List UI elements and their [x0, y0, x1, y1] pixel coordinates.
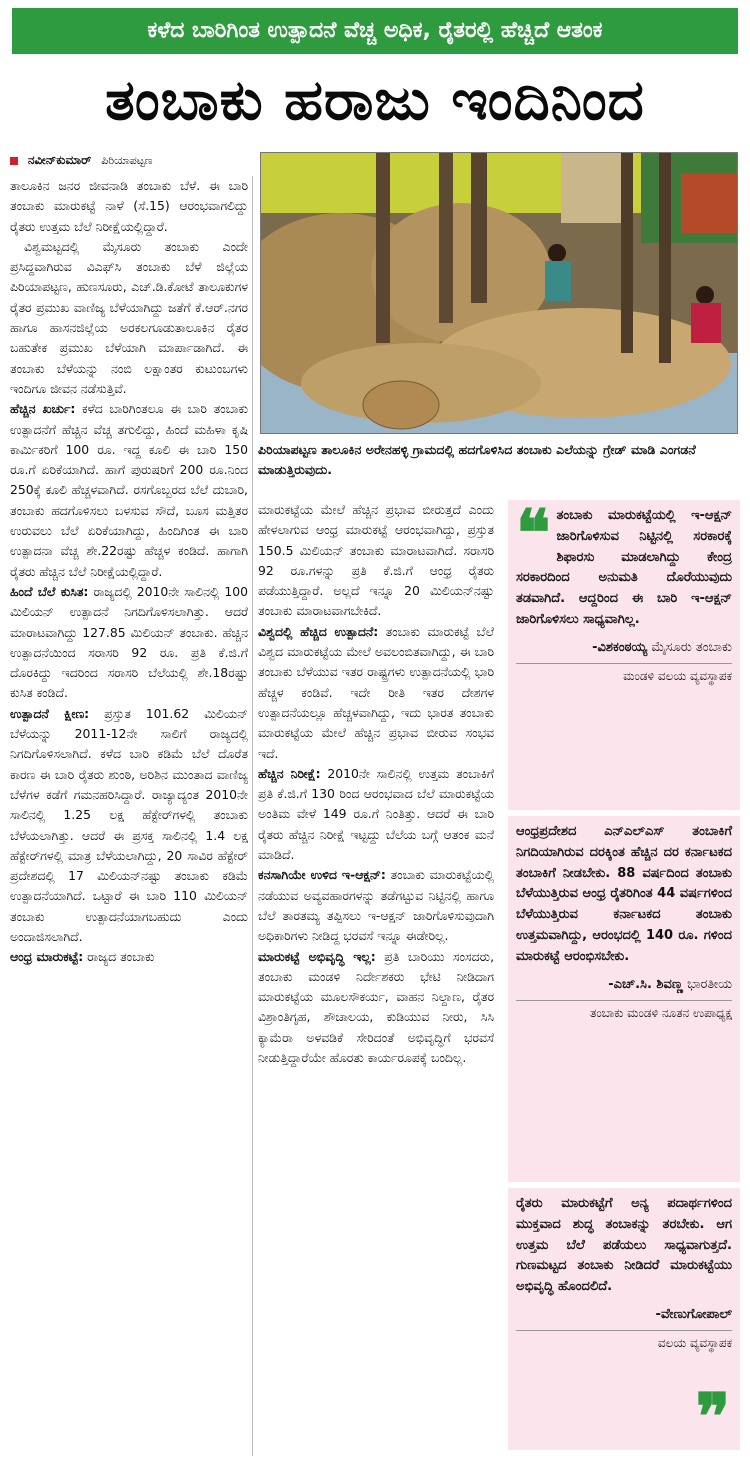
paragraph-text: ತಾಲೂಕಿನ ಜನರ ಜೀವನಾಡಿ ತಂಬಾಕು ಬೆಳೆ. ಈ ಬಾರಿ ತಂಬಾಕು ಮಾರುಕಟ್ಟೆ ನಾಳೆ (ಸೆ.15) ಆರಂಭವಾಗಲಿದ್ದು ರೈತರು ಉತ್ತಮ ಬೆಲೆ ನಿರೀಕ್ಷೆಯಲ್ಲಿದ್ದಾರೆ. [10, 178, 248, 234]
article-column-1 [10, 176, 248, 1456]
article-column-2 [258, 500, 494, 1456]
subheading: ಕನಸಾಗಿಯೇ ಉಳಿದ ಇ-ಆಕ್ಷನ್: [258, 867, 386, 883]
subheading: ಮಾರುಕಟ್ಟೆ ಅಭಿವೃದ್ಧಿ ಇಲ್ಲ: [258, 948, 376, 964]
article-paragraph [10, 176, 248, 237]
article-paragraph [10, 399, 248, 582]
news-photo [260, 152, 738, 434]
article-paragraph [10, 237, 248, 399]
paragraph-text: ರಾಜ್ಯದ ತಂಬಾಕು [83, 949, 155, 965]
article-paragraph [258, 764, 494, 865]
article-paragraph [10, 704, 248, 948]
article-paragraph [258, 500, 494, 622]
article-paragraph [258, 622, 494, 764]
quote-name: -ಎಚ್.ಸಿ. ಶಿವಣ್ಣ [608, 976, 683, 992]
quote-text: ತಂಬಾಕು ಮಾರುಕಟ್ಟೆಯಲ್ಲಿ ಇ-ಆಕ್ಷನ್ ಜಾರಿಗೊಳಿಸುವ ನಿಟ್ಟಿನಲ್ಲಿ ಸರಕಾರಕ್ಕೆ ಶಿಫಾರಸು ಮಾಡಲಾಗಿದ್ದು ಕೇಂದ್ರ ಸರಕಾರದಿಂದ ಅನುಮತಿ ದೊರೆಯುವುದು ತಡವಾಗಿದೆ. ಆದ್ದರಿಂದ ಈ ಬಾರಿ ಇ-ಆಕ್ಷನ್ ಜಾರಿಗೊಳಿಸಲು ಸಾಧ್ಯವಾಗಿಲ್ಲ. [516, 508, 732, 627]
quote-box-3 [508, 1188, 740, 1455]
article-paragraph [10, 947, 248, 967]
quote-attribution [516, 637, 732, 659]
photo-caption: ಪಿರಿಯಾಪಟ್ಟಣ ತಾಲೂಕಿನ ಅರೇನಹಳ್ಳಿ ಗ್ರಾಮದಲ್ಲಿ ಹದಗೊಳಿಸಿದ ತಂಬಾಕು ಎಲೆಯನ್ನು ಗ್ರೇಡ್ ಮಾಡಿ ಎಂಗಡನೆ ಮಾಡುತ್ತಿರುವುದು. [258, 442, 696, 477]
kicker-banner: ಕಳೆದ ಬಾರಿಗಿಂತ ಉತ್ಪಾದನೆ ವೆಚ್ಚ ಅಧಿಕ, ರೈತರಲ್ಲಿ ಹೆಚ್ಚಿದೆ ಆತಂಕ [12, 8, 738, 54]
quote-name-suffix: ಭಾರತೀಯ [682, 976, 732, 992]
tobacco-grading-photo [261, 153, 738, 434]
byline [10, 150, 153, 170]
paragraph-text: 2010ನೇ ಸಾಲಿನಲ್ಲಿ ಉತ್ತಮ ತಂಬಾಕಿಗೆ ಪ್ರತಿ ಕೆ.ಜಿ.ಗೆ 130 ರಿಂದ ಆರಂಭವಾದ ಬೆಲೆ ಮಾರುಕಟ್ಟೆಯ ಅಂತಿಮ ವೇಳೆ 149 ರೂ.ಗೆ ನಿಂತಿತ್ತು. ಆದರೆ ಈ ಬಾರಿ ರೈತರು ಹೆಚ್ಚಿನ ನಿರೀಕ್ಷೆ ಇಟ್ಟದ್ದು ಬೆಲೆಯ ಬಗ್ಗೆ ಆತಂಕ ಮನೆ ಮಾಡಿದೆ. [258, 765, 494, 863]
quote-box-1 [508, 496, 740, 810]
quote-box-2 [508, 816, 740, 1182]
quote-role: ತಂಬಾಕು ಮಂಡಳಿ ನೂತನ ಉಪಾಧ್ಯಕ್ಷ [516, 1000, 732, 1023]
byline-marker [10, 157, 18, 165]
subheading: ಆಂಧ್ರ ಮಾರುಕಟ್ಟೆ: [10, 949, 84, 965]
quote-attribution [516, 974, 732, 996]
subheading: ಉತ್ಪಾದನೆ ಕ್ಷೀಣ: [10, 705, 90, 721]
paragraph-text: ಪ್ರತಿ ಬಾರಿಯು ಸಂಸದರು, ತಂಬಾಕು ಮಂಡಳಿ ನಿರ್ದೇಶಕರು ಭೇಟಿ ನೀಡಿದಾಗ ಮಾರುಕಟ್ಟೆಯ ಮೂಲಸೌಕರ್ಯ, ವಾಹನ ನಿಲ್ದಾಣ, ರೈತರ ವಿಶ್ರಾಂತಿಗೃಹ, ಶೌಚಾಲಯ, ಕುಡಿಯುವ ನೀರು, ಸಿಸಿ ಕ್ಯಾಮೆರಾ ಅಳವಡಿಕೆ ಸೇರಿದಂತೆ ಅಭಿವೃದ್ಧಿಗೆ ಭರವಸೆ ನೀಡುತ್ತಿದ್ದಾರೆಯೇ ಹೊರತು ಕಾರ್ಯರೂಪಕ್ಕೆ ಬಂದಿಲ್ಲ. [258, 948, 494, 1066]
quote-name: -ವಿಶಕಂಠಯ್ಯ [592, 639, 648, 655]
column-divider [252, 176, 253, 1456]
subheading: ಹೆಚ್ಚಿನ ಖರ್ಚು: [10, 401, 76, 417]
paragraph-text: ತಂಬಾಕು ಮಾರುಕಟ್ಟೆ ಬೆಲೆ ವಿಶ್ವದ ಮಾರುಕಟ್ಟೆಯ ಮೇಲೆ ಅವಲಂಬಿತವಾಗಿದ್ದು, ಈ ಬಾರಿ ತಂಬಾಕು ಬೆಳೆಯುವ ಇತರ ರಾಷ್ಟ್ರಗಳು ಉತ್ಪಾದನೆಯಲ್ಲಿ ಭಾರಿ ಹೆಚ್ಚಳ ಕಂಡಿವೆ. ಇದೇ ರೀತಿ ಇತರ ದೇಶಗಳ ಉತ್ಪಾದನೆಯಲ್ಲೂ ಹೆಚ್ಚಳವಾಗಿದ್ದು, ಇದು ಭಾರತ ತಂಬಾಕು ಮಾರುಕಟ್ಟೆಯ ಮೇಲೆ ಹೆಚ್ಚಿನ ಪ್ರಭಾವ ಬೀರುವ ಸಂಭವ ಇದೆ. [258, 623, 494, 761]
headline: ತಂಬಾಕು ಹರಾಜು ಇಂದಿನಿಂದ [105, 68, 645, 133]
paragraph-text: ಪ್ರಸ್ತುತ 101.62 ಮಿಲಿಯನ್ ಬೆಳೆಯನ್ನು 2011-12ನೇ ಸಾಲಿಗೆ ರಾಜ್ಯದಲ್ಲಿ ನಿಗದಿಗೊಳಿಸಲಾಗಿದೆ. ಕಳೆದ ಬಾರಿ ಕಡಿಮೆ ಬೆಲೆ ದೊರೆತ ಕಾರಣ ಈ ಬಾರಿ ರೈತರು ಶುಂಠಿ, ಅರಿಶಿನ ಮುಂತಾದ ವಾಣಿಜ್ಯ ಬೆಳೆಗಳ ಕಡೆಗೆ ಗಮನಹರಿಸಿದ್ದಾರೆ. ರಾಜ್ಯಾದ್ಯಂತ 2010ನೇ ಸಾಲಿನಲ್ಲಿ 1.25 ಲಕ್ಷ ಹೆಕ್ಟೇರ್‌ಗಳಲ್ಲಿ ತಂಬಾಕು ಬೆಳೆಯಲಾಗಿತ್ತು. ಆದರೆ ಈ ಪ್ರಸಕ್ತ ಸಾಲಿನಲ್ಲಿ 1.4 ಲಕ್ಷ ಹೆಕ್ಟೇರ್‌ಗಳಲ್ಲಿ ಮಾತ್ರ ಬೆಳೆಯಲಾಗಿದ್ದು, 20 ಸಾವಿರ ಹೆಕ್ಟೇರ್ ಪ್ರದೇಶದಲ್ಲಿ 17 ಮಿಲಿಯನ್‌ನಷ್ಟು ತಂಬಾಕು ಕಡಿಮೆ ಉತ್ಪಾದನೆಯಾಗಿದೆ. ಒಟ್ಟಾರೆ ಈ ಬಾರಿ 110 ಮಿಲಿಯನ್ ತಂಬಾಕು ಉತ್ಪಾದನೆಯಾಗಬಹುದು ಎಂದು ಅಂದಾಜಿಸಲಾಗಿದೆ. [10, 705, 248, 944]
close-quote-icon: ❞ [695, 1380, 730, 1455]
quote-name: -ವೇಣುಗೋಪಾಲ್ [655, 1306, 732, 1322]
quote-text: ಆಂಧ್ರಪ್ರದೇಶದ ಎನ್‌ಎಲ್‌ಎಸ್ ತಂಬಾಕಿಗೆ ನಿಗದಿಯಾಗಿರುವ ದರಕ್ಕಿಂತ ಹೆಚ್ಚಿನ ದರ ಕರ್ನಾಟಕದ ತಂಬಾಕಿಗೆ ನೀಡಬೇಕು. 88 ವರ್ಷದಿಂದ ತಂಬಾಕು ಬೆಳೆಯುತ್ತಿರುವ ಆಂಧ್ರ ರೈತರಿಗಿಂತ 44 ವರ್ಷಗಳಿಂದ ಬೆಳೆಯುತ್ತಿರುವ ಕರ್ನಾಟಕದ ತಂಬಾಕು ಉತ್ತಮವಾಗಿದ್ದು, ಆರಂಭದಲ್ಲಿ 140 ರೂ. ಗಳಿಂದ ಮಾರುಕಟ್ಟೆ ಆರಂಭಿಸಬೇಕು. [516, 824, 732, 964]
article-paragraph [258, 865, 494, 946]
paragraph-text: ರಾಜ್ಯದಲ್ಲಿ 2010ನೇ ಸಾಲಿನಲ್ಲಿ 100 ಮಿಲಿಯನ್ ಉತ್ಪಾದನೆ ನಿಗದಿಗೊಳಿಸಲಾಗಿತ್ತು. ಆದರೆ ಮಾರಾಟವಾಗಿದ್ದು 127.85 ಮಿಲಿಯನ್ ತಂಬಾಕು. ಹೆಚ್ಚಿನ ಉತ್ಪಾದನೆಯಿಂದ ಸರಾಸರಿ 92 ರೂ. ಪ್ರತಿ ಕೆ.ಜಿ.ಗೆ ದೊರಕಿದ್ದು ಇದರಿಂದ ಸರಾಸರಿ ಬೆಲೆಯಲ್ಲಿ ಶೇ.18ರಷ್ಟು ಕುಸಿತ ಕಂಡಿದೆ. [10, 583, 248, 701]
paragraph-text: ವಿಶ್ವಮಟ್ಟದಲ್ಲಿ ಮೈಸೂರು ತಂಬಾಕು ಎಂದೇ ಪ್ರಸಿದ್ದವಾಗಿರುವ ವಿಎಫ್‌ಸಿ ತಂಬಾಕು ಬೆಳೆ ಜಿಲ್ಲೆಯ ಪಿರಿಯಾಪಟ್ಟಣ, ಹುಣಸೂರು, ಎಚ್.ಡಿ.ಕೋಟೆ ತಾಲೂಕುಗಳ ರೈತರ ಪ್ರಮುಖ ವಾಣಿಜ್ಯ ಬೆಳೆಯಾಗಿದ್ದು ಜತೆಗೆ ಕೆ.ಆರ್.ನಗರ ಹಾಗೂ ಹಾಸನಜಿಲ್ಲೆಯ ಅರಕಲಗೂಡುತಾಲೂಕಿನ ರೈತರ ಬಹುತೇಕ ಪ್ರಮುಖ ಬೆಳೆಯಾಗಿ ಮಾರ್ಪಾಡಾಗಿದೆ. ಈ ತಂಬಾಕು ಬೆಳೆಯನ್ನು ನಂಬಿ ಲಕ್ಷಾಂತರ ಕುಟುಂಬಗಳು ಇಂದಿಗೂ ಜೀವನ ನಡೆಸುತ್ತಿವೆ. [10, 238, 248, 396]
paragraph-text: ಕಳೆದ ಬಾರಿಗಿಂತಲೂ ಈ ಬಾರಿ ತಂಬಾಕು ಉತ್ಪಾದನೆಗೆ ಹೆಚ್ಚಿನ ವೆಚ್ಚ ತಗುಲಿದ್ದು, ಹಿಂದೆ ಮಹಿಳಾ ಕೃಷಿ ಕಾರ್ಮಿಕರಿಗೆ 100 ರೂ. ಇದ್ದ ಕೂಲಿ ಈ ಬಾರಿ 150 ರೂ.ಗೆ ಏರಿಕೆಯಾಗಿದೆ. ಹಾಗೆ ಪುರುಷರಿಗೆ 200 ರೂ.ನಿಂದ 250ಕ್ಕೆ ಕೂಲಿ ಹೆಚ್ಚಳವಾಗಿದೆ. ರಸಗೊಬ್ಬರದ ಬೆಲೆ ದುಬಾರಿ, ತಂಬಾಕು ಹದಗೊಳಿಸಲು ಬಳಸುವ ಸೌದೆ, ಬೂಸ ಮತ್ತಿತರ ಉರುವಲು ಬೆಲೆ ಏರಿಕೆಯಾಗಿದ್ದು, ಹಿಂದಿಗಿಂತ ಈ ಬಾರಿ ಉತ್ಪಾದನಾ ವೆಚ್ಚ ಶೇ.22ರಷ್ಟು ಹೆಚ್ಚಳ ಕಂಡಿದೆ. ಹಾಗಾಗಿ ರೈತರು ಹೆಚ್ಚಿನ ಬೆಲೆ ನಿರೀಕ್ಷೆಯಲ್ಲಿದ್ದಾರೆ. [10, 401, 248, 579]
byline-place: ಪಿರಿಯಾಪಟ್ಟಣ [101, 154, 153, 167]
paragraph-text: ಮಾರುಕಟ್ಟೆಯ ಮೇಲೆ ಹೆಚ್ಚಿನ ಪ್ರಭಾವ ಬೀರುತ್ತದೆ ಎಂದು ಹೇಳಲಾಗುವ ಆಂಧ್ರ ಮಾರುಕಟ್ಟೆ ಆರಂಭವಾಗಿದ್ದು, ಪ್ರಸ್ತುತ 150.5 ಮಿಲಿಯನ್ ತಂಬಾಕು ಮಾರಾಟವಾಗಿದೆ. ಸರಾಸರಿ 92 ರೂ.ಗಳನ್ನು ಪ್ರತಿ ಕೆ.ಜಿ.ಗೆ ಆಂಧ್ರ ರೈತರು ಪಡೆಯುತ್ತಿದ್ದಾರೆ. ಅಲ್ಲದೆ ಇನ್ನೂ 20 ಮಿಲಿಯನ್‌ನಷ್ಟು ತಂಬಾಕು ಮಾರಾಟವಾಗಬೇಕಿದೆ. [258, 502, 494, 619]
byline-author: ನವೀನ್‌ಕುಮಾರ್ [27, 153, 92, 167]
article-paragraph [10, 582, 248, 704]
subheading: ಹೆಚ್ಚಿನ ನಿರೀಕ್ಷೆ: [258, 765, 321, 781]
paragraph-text: ತಂಬಾಕು ಮಾರುಕಟ್ಟೆಯಲ್ಲಿ ನಡೆಯುವ ಅವ್ಯವಹಾರಗಳನ್ನು ತಡೆಗಟ್ಟುವ ನಿಟ್ಟಿನಲ್ಲಿ ಹಾಗೂ ಬೆಲೆ ತಾರತಮ್ಯ ತಪ್ಪಿಸಲು ಇ-ಆಕ್ಷನ್ ಜಾರಿಗೊಳಿಸುವುದಾಗಿ ಅಧಿಕಾರಿಗಳು ನೀಡಿದ್ದ ಭರವಸೆ ಇನ್ನೂ ಈಡೇರಿಲ್ಲ. [258, 867, 494, 944]
quote-role: ಮಂಡಳಿ ವಲಯ ವ್ಯವಸ್ಥಾಪಕ [516, 663, 732, 686]
article-paragraph [258, 947, 494, 1069]
open-quote-icon: ❝ [516, 496, 551, 571]
quote-attribution [516, 1304, 732, 1326]
subheading: ಹಿಂದೆ ಬೆಲೆ ಕುಸಿತ: [10, 583, 89, 599]
quote-name-suffix: ಮೈಸೂರು ತಂಬಾಕು [647, 639, 732, 655]
quote-text: ರೈತರು ಮಾರುಕಟ್ಟೆಗೆ ಅನ್ಯ ಪದಾರ್ಥಗಳಿಂದ ಮುಕ್ತವಾದ ಶುದ್ಧ ತಂಬಾಕನ್ನು ತರಬೇಕು. ಆಗ ಉತ್ತಮ ಬೆಲೆ ಪಡೆಯಲು ಸಾಧ್ಯವಾಗುತ್ತದೆ. ಗುಣಮಟ್ಟದ ತಂಬಾಕು ನೀಡಿದರೆ ಮಾರುಕಟ್ಟೆಯು ಅಭಿವೃದ್ಧಿ ಹೊಂದಲಿದೆ. [516, 1196, 732, 1295]
quote-role: ವಲಯ ವ್ಯವಸ್ಥಾಪಕ [516, 1330, 732, 1353]
subheading: ವಿಶ್ವದಲ್ಲಿ ಹೆಚ್ಚಿದ ಉತ್ಪಾದನೆ: [258, 623, 379, 639]
